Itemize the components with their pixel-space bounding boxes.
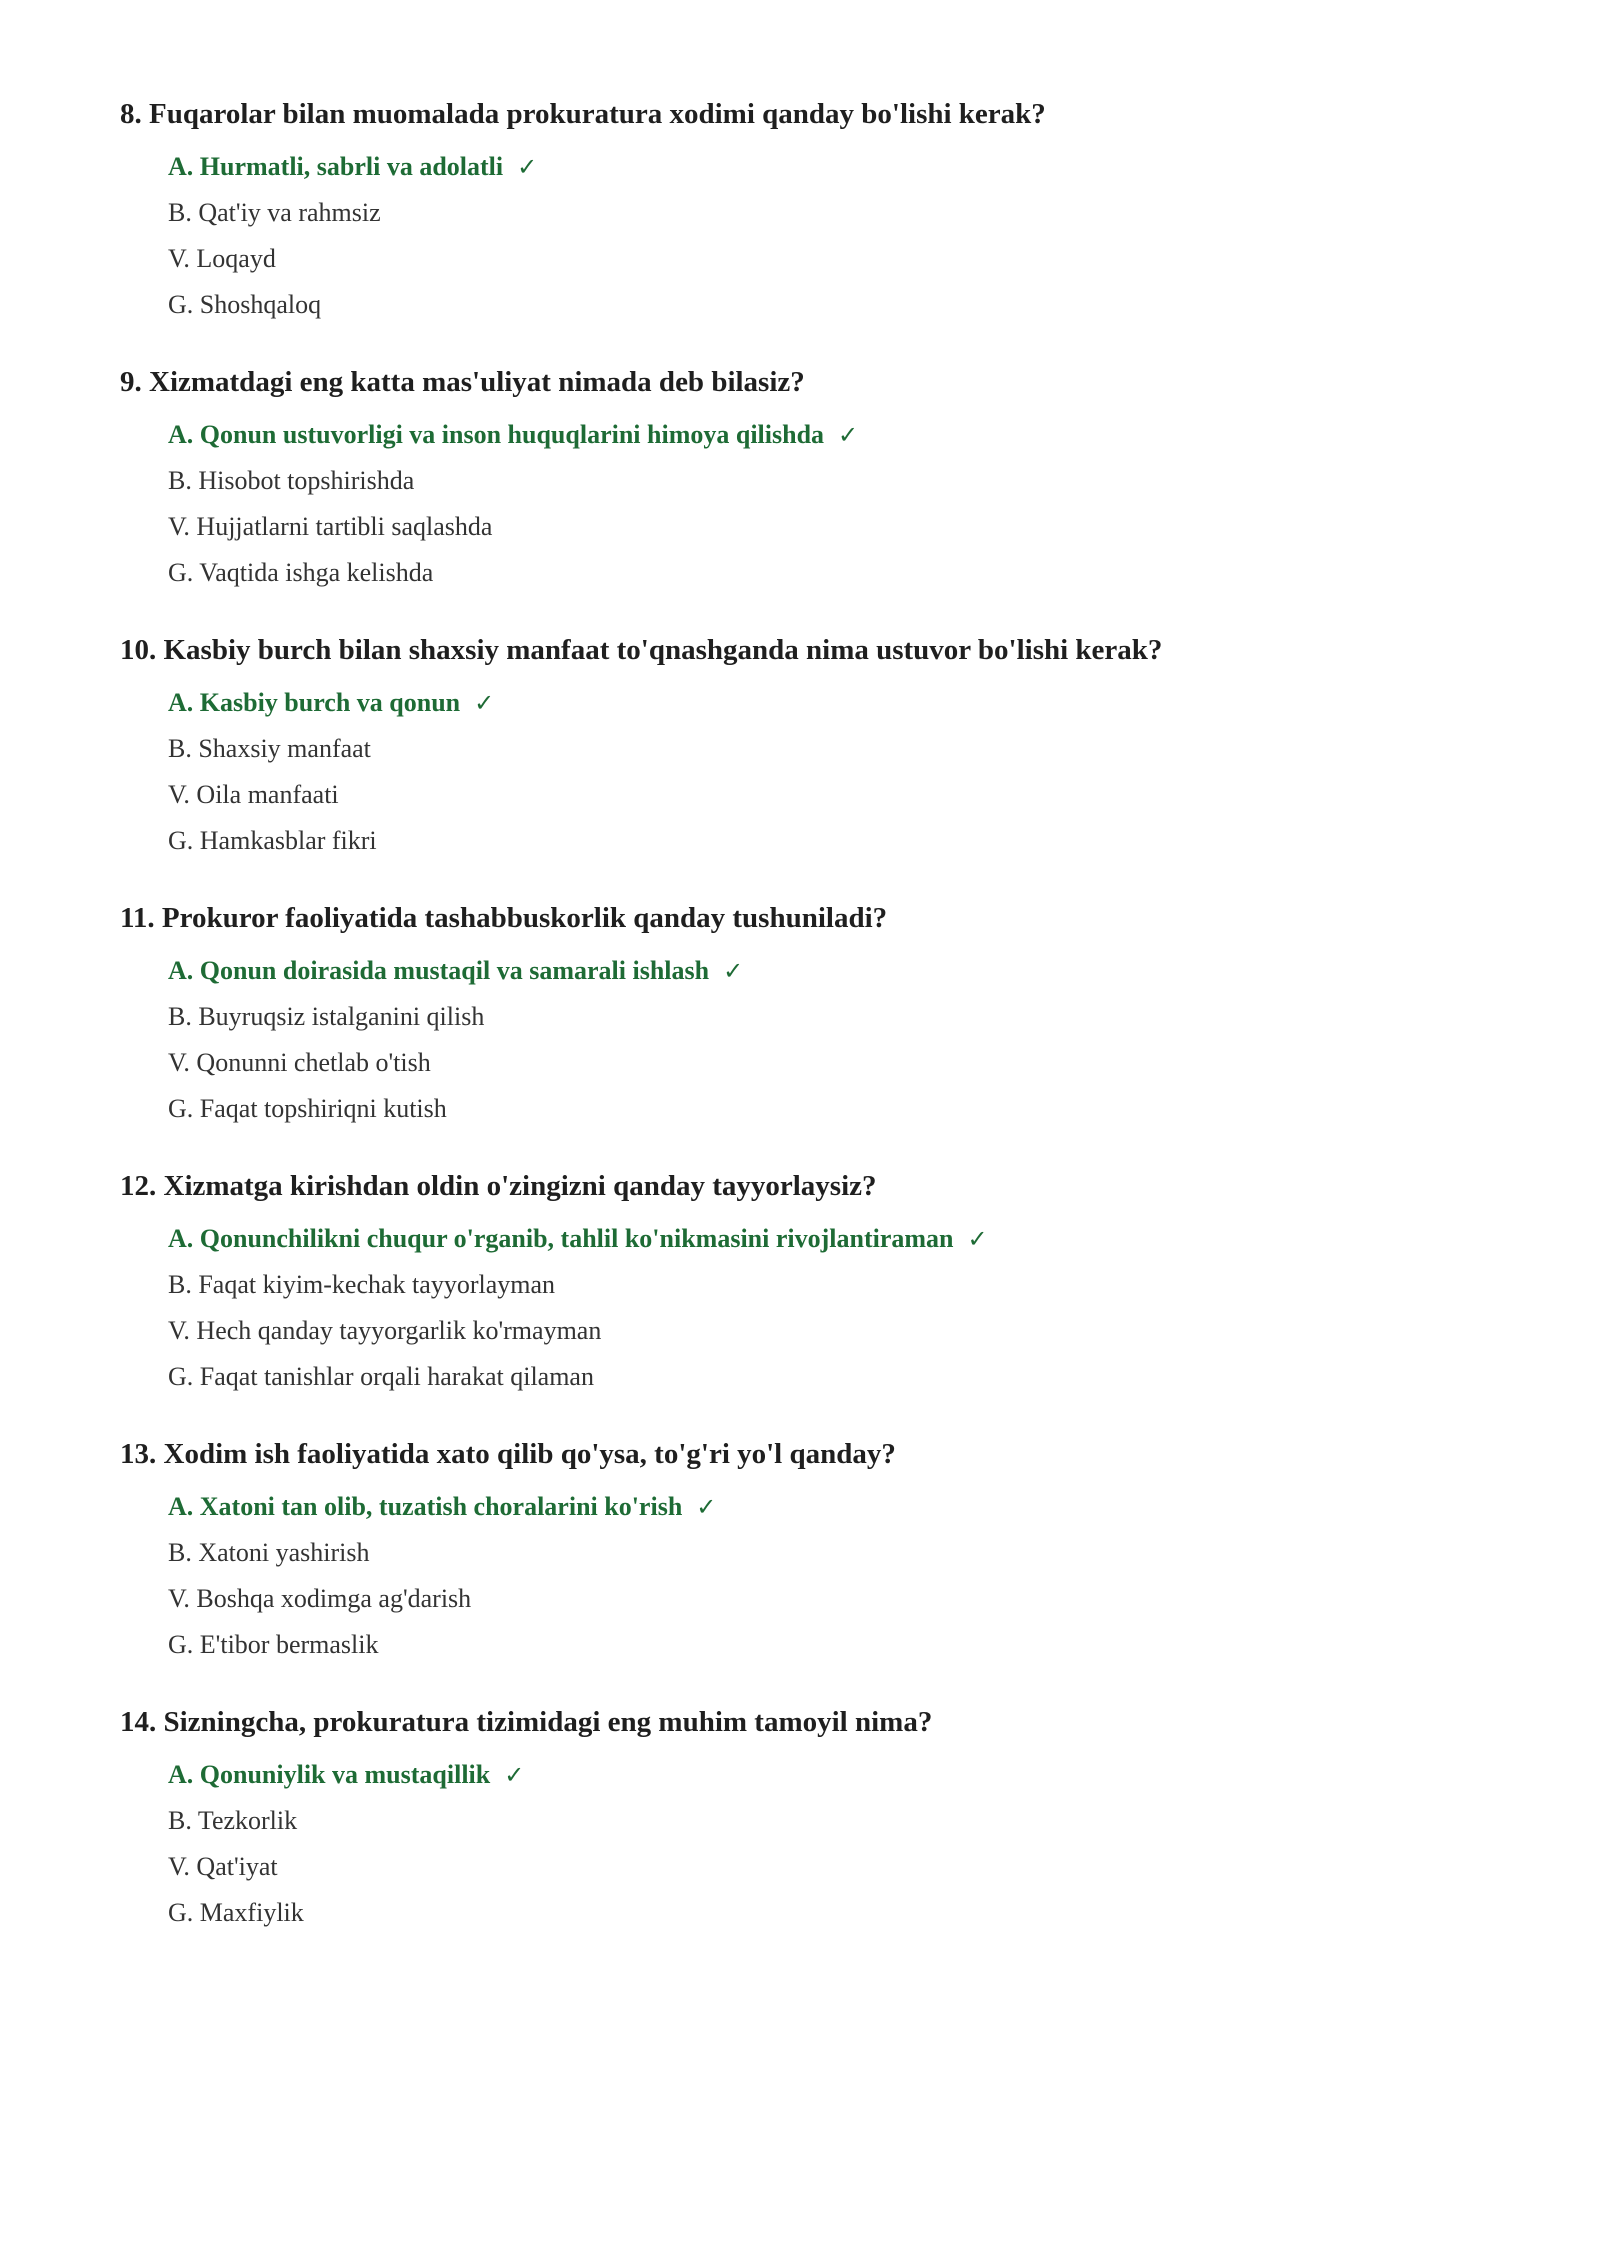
question-block [120, 630, 1600, 864]
answer-option-label: B. Tezkorlik [168, 1806, 298, 1835]
answer-option-label: G. Shoshqaloq [168, 290, 322, 319]
question-title: 11. Prokuror faoliyatida tashabbuskorlik qanday tushuniladi? [120, 902, 888, 934]
answer-option-label: B. Faqat kiyim-kechak tayyorlayman [168, 1270, 556, 1299]
answer-option [120, 236, 1600, 282]
answer-option-label: A. Qonun ustuvorligi va inson huquqlarini himoya qilishda [168, 420, 825, 449]
answer-option [120, 1354, 1600, 1400]
answer-option-correct [120, 1752, 1600, 1798]
answer-option [120, 458, 1600, 504]
checkmark-icon: ✓ [723, 957, 744, 985]
checkmark-icon: ✓ [504, 1761, 525, 1789]
answer-option-correct [120, 144, 1600, 190]
checkmark-icon: ✓ [474, 689, 495, 717]
answer-option-label: B. Xatoni yashirish [168, 1538, 370, 1567]
checkmark-icon: ✓ [696, 1493, 717, 1521]
answer-option-label: V. Qat'iyat [168, 1852, 278, 1881]
answer-option [120, 1798, 1600, 1844]
answer-option-label: A. Kasbiy burch va qonun [168, 688, 461, 717]
answer-option-label: G. Vaqtida ishga kelishda [168, 558, 434, 587]
answer-option-correct [120, 1216, 1600, 1262]
answer-option [120, 726, 1600, 772]
answer-option [120, 994, 1600, 1040]
answer-option-label: A. Hurmatli, sabrli va adolatli [168, 152, 504, 181]
answer-options [120, 1216, 1600, 1400]
answer-option-label: B. Buyruqsiz istalganini qilish [168, 1002, 485, 1031]
checkmark-icon: ✓ [517, 153, 538, 181]
checkmark-icon: ✓ [838, 421, 859, 449]
answer-option [120, 1576, 1600, 1622]
answer-options [120, 680, 1600, 864]
question-block [120, 1166, 1600, 1400]
answer-option-label: B. Shaxsiy manfaat [168, 734, 371, 763]
answer-option-label: A. Qonunchilikni chuqur o'rganib, tahlil ko'nikmasini rivojlantiraman [168, 1224, 954, 1253]
answer-option-label: B. Hisobot topshirishda [168, 466, 415, 495]
question-block [120, 94, 1600, 328]
answer-option-label: V. Boshqa xodimga ag'darish [168, 1584, 472, 1613]
answer-option [120, 818, 1600, 864]
answer-option-label: V. Hech qanday tayyorgarlik ko'rmayman [168, 1316, 602, 1345]
answer-option [120, 1308, 1600, 1354]
answer-option-correct [120, 1484, 1600, 1530]
question-block [120, 898, 1600, 1132]
question-block [120, 362, 1600, 596]
answer-option-label: G. E'tibor bermaslik [168, 1630, 379, 1659]
answer-options [120, 144, 1600, 328]
answer-options [120, 948, 1600, 1132]
answer-option [120, 1890, 1600, 1936]
answer-option [120, 772, 1600, 818]
answer-option-label: V. Hujjatlarni tartibli saqlashda [168, 512, 493, 541]
answer-option-label: G. Faqat tanishlar orqali harakat qilaman [168, 1362, 594, 1391]
question-block [120, 1702, 1600, 1936]
answer-option-correct [120, 412, 1600, 458]
question-title: 9. Xizmatdagi eng katta mas'uliyat nimada deb bilasiz? [120, 366, 805, 398]
question-block [120, 1434, 1600, 1668]
checkmark-icon: ✓ [967, 1225, 988, 1253]
answer-option [120, 504, 1600, 550]
answer-option-label: A. Qonuniylik va mustaqillik [168, 1760, 491, 1789]
answer-option [120, 1040, 1600, 1086]
answer-option-correct [120, 680, 1600, 726]
question-title: 12. Xizmatga kirishdan oldin o'zingizni qanday tayyorlaysiz? [120, 1170, 877, 1202]
answer-option-label: V. Loqayd [168, 244, 276, 273]
answer-option [120, 1844, 1600, 1890]
answer-option-label: G. Faqat topshiriqni kutish [168, 1094, 447, 1123]
answer-option-label: G. Maxfiylik [168, 1898, 304, 1927]
answer-options [120, 1484, 1600, 1668]
answer-option-label: G. Hamkasblar fikri [168, 826, 377, 855]
question-title: 13. Xodim ish faoliyatida xato qilib qo'ysa, to'g'ri yo'l qanday? [120, 1438, 896, 1470]
answer-option-label: B. Qat'iy va rahmsiz [168, 198, 381, 227]
question-title: 10. Kasbiy burch bilan shaxsiy manfaat to'qnashganda nima ustuvor bo'lishi kerak? [120, 634, 1163, 666]
answer-option [120, 1530, 1600, 1576]
answer-option [120, 1262, 1600, 1308]
answer-option-label: V. Qonunni chetlab o'tish [168, 1048, 431, 1077]
answer-option [120, 550, 1600, 596]
answer-option-label: V. Oila manfaati [168, 780, 339, 809]
answer-option-label: A. Qonun doirasida mustaqil va samarali ishlash [168, 956, 710, 985]
answer-options [120, 412, 1600, 596]
answer-option-label: A. Xatoni tan olib, tuzatish choralarini ko'rish [168, 1492, 683, 1521]
answer-options [120, 1752, 1600, 1936]
answer-option [120, 190, 1600, 236]
question-title: 14. Sizningcha, prokuratura tizimidagi eng muhim tamoyil nima? [120, 1706, 933, 1738]
answer-option [120, 1086, 1600, 1132]
question-title: 8. Fuqarolar bilan muomalada prokuratura xodimi qanday bo'lishi kerak? [120, 98, 1046, 130]
answer-option [120, 282, 1600, 328]
answer-option [120, 1622, 1600, 1668]
answer-option-correct [120, 948, 1600, 994]
